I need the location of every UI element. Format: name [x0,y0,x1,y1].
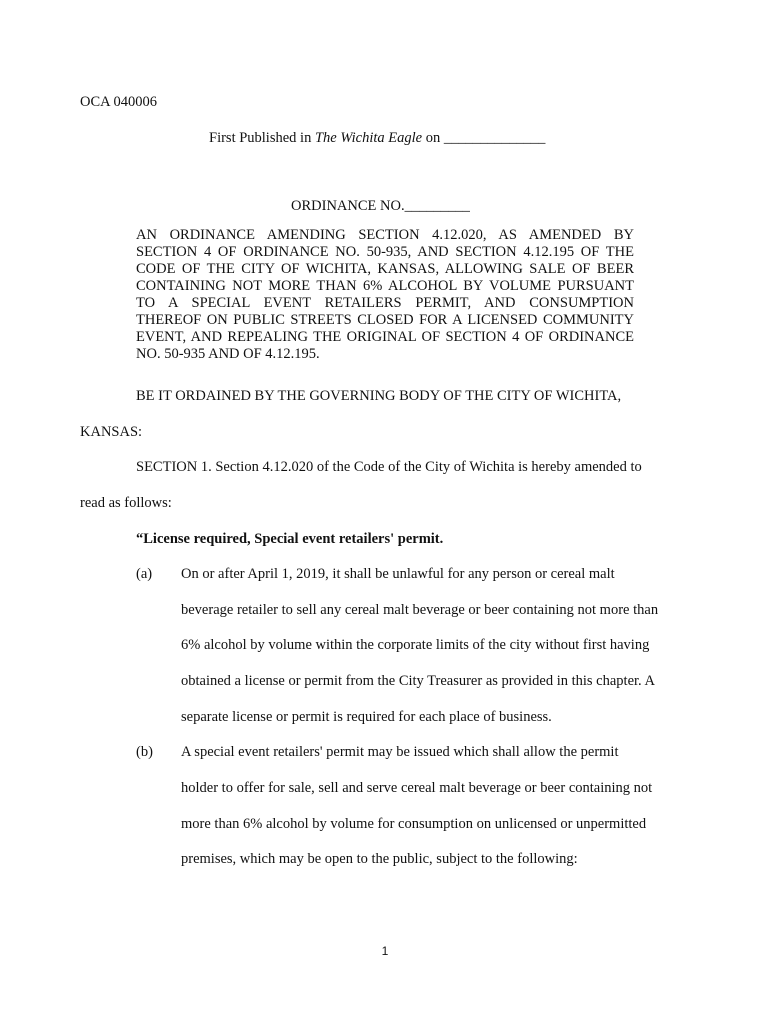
title-line: CONTAINING NOT MORE THAN 6% ALCOHOL BY VOLUME PURSUANT [136,278,634,294]
ordained-clause-line2: KANSAS: [80,424,143,440]
title-line: THEREOF ON PUBLIC STREETS CLOSED FOR A LICENSED COMMUNITY [136,312,634,328]
published-suffix: on ______________ [422,130,546,146]
title-line: NO. 50-935 AND OF 4.12.195. [136,346,320,362]
ordained-clause-line1: BE IT ORDAINED BY THE GOVERNING BODY OF THE CITY OF WICHITA, [136,388,622,404]
title-line: EVENT, AND REPEALING THE ORIGINAL OF SECTION 4 OF ORDINANCE [136,329,634,345]
title-line: TO A SPECIAL EVENT RETAILERS PERMIT, AND CONSUMPTION [136,295,634,311]
document-code: OCA 040006 [80,94,157,110]
item-a-label: (a) [136,566,153,582]
item-a-line: beverage retailer to sell any cereal malt beverage or beer containing not more than [181,602,659,618]
ordinance-title [136,227,634,363]
item-a-line: 6% alcohol by volume within the corporate limits of the city without first having [181,637,650,653]
title-line: CODE OF THE CITY OF WICHITA, KANSAS, ALLOWING SALE OF BEER [136,261,634,277]
item-b-line: holder to offer for sale, sell and serve cereal malt beverage or beer containing not [181,780,653,796]
item-a-line: On or after April 1, 2019, it shall be unlawful for any person or cereal malt [181,566,615,582]
section1-line2: read as follows: [80,495,172,511]
item-b-line: A special event retailers' permit may be issued which shall allow the permit [181,744,619,760]
ordinance-heading: ORDINANCE NO._________ [291,198,470,214]
item-b-line: more than 6% alcohol by volume for consumption on unlicensed or unpermitted [181,816,647,832]
section1-line1: SECTION 1. Section 4.12.020 of the Code of the City of Wichita is hereby amended to [136,459,642,475]
publication-line [209,130,545,147]
item-a-line: obtained a license or permit from the City Treasurer as provided in this chapter. A [181,673,655,689]
item-a-line: separate license or permit is required for each place of business. [181,709,552,725]
title-line: AN ORDINANCE AMENDING SECTION 4.12.020, AS AMENDED BY [136,227,634,243]
item-b-label: (b) [136,744,153,760]
page-number: 1 [381,944,389,958]
item-b-line: premises, which may be open to the public, subject to the following: [181,851,578,867]
newspaper-name: The Wichita Eagle [314,130,423,146]
title-line: SECTION 4 OF ORDINANCE NO. 50-935, AND SECTION 4.12.195 OF THE [136,244,634,260]
subsection-heading: “License required, Special event retailers' permit. [136,531,444,547]
published-prefix: First Published in [209,130,315,146]
